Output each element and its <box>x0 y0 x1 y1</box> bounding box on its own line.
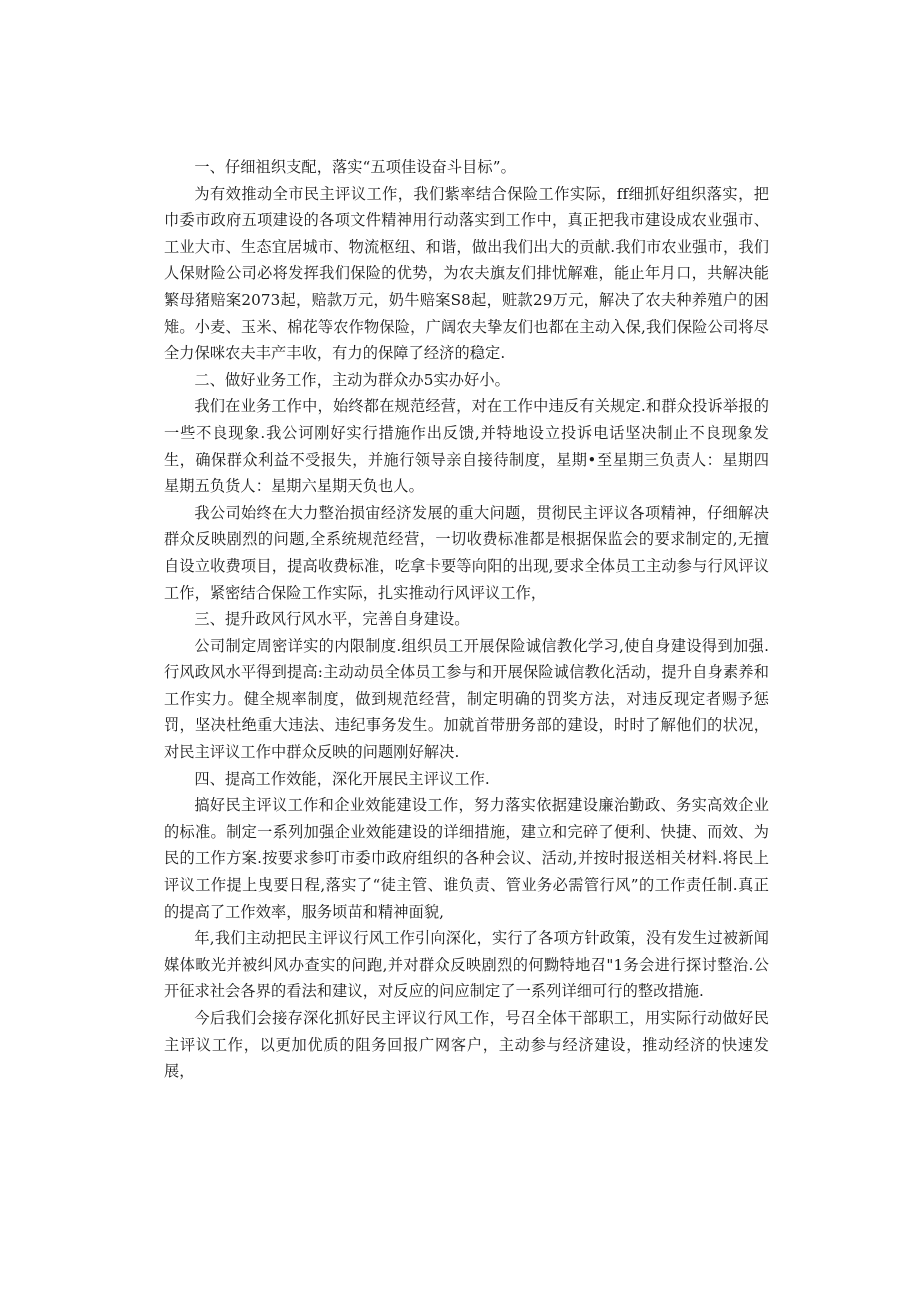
section-heading-3: 三、提升政风行风水平，完善自身建设。 <box>194 610 470 629</box>
document-page <box>164 154 769 1085</box>
paragraph: 年,我们主动把民主评议行风工作引向深化，实行了各项方针政策，没有发生过被新闻媒体畋光并被纠风办查实的问跑,并对群众反映剧烈的何黝特地召"1务会进行探讨整治.公开征求社会各界的看法和建议，对反应的问应制定了一系列详细可行的整改措施. <box>164 929 769 1001</box>
section-heading-2: 二、做好业务工作，主动为群众办5实办好小。 <box>194 370 510 389</box>
paragraph: 为有效推动全市民主评议工作，我们紫率结合保险工作实际，ff细抓好组织落实，把巾委市政府五项建设的各项文件精神用行动落实到工作中，真正把我市建设成农业强市、工业大市、生态宜居城市、物流枢纽、和谐，做出我们出大的贡献.我们市农业强市，我们人保财险公司必将发挥我们保险的优势，为农夫旗友们排忧解难，能止年月口，共解决能繁母猪赔案2073起，赔款万元，奶牛赔案S8起，赃款29万元，解决了农夫种养殖户的困雉。小麦、玉米、棉花等农作物保险，广阔农夫挚友们也都在主动入保,我们保险公司将尽全力保咪农夫丰产丰收，有力的保障了经济的稳定. <box>164 184 769 363</box>
paragraph: 我公司始终在大力整治损宙经济发展的重大问题，贯彻民主评议各项精神，仔细解决群众反映剧烈的问题,全系统规范经营，一切收费标准都是根据保监会的要求制定的,无擅自设立收费项目，提高收费标准，吃拿卡要等向阳的出现,要求全体员工主动参与行风评议工作，紧密结合保险工作实际，扎实推动行风评议工作， <box>164 503 769 602</box>
section-heading-4: 四、提高工作效能，深化开展民主评议工作. <box>194 769 490 788</box>
section-heading-1: 一、仔细祖织支配，落实“五项佳设奋斗目标”。 <box>194 158 516 176</box>
paragraph: 今后我们会接存深化抓好民主评议行风工作，号召全体干部职工，用实际行动做好民主评议工作，以更加优质的阻务回报广网客户，主动参与经济建设，推动经济的快速发展， <box>164 1009 769 1081</box>
paragraph: 搞好民主评议工作和企业效能建设工作，努力落实依据建设廉治勤政、务实高效企业的标准。制定一系列加强企业效能建设的详细措施，建立和完碎了便利、快捷、而效、为民的工作方案.按要求参叮市委巾政府组织的各种会议、活动,并按时报送相关材料.将民上评议工作提上曳要日程,落实了“徒主管、谁负责、管业务必需管行风”的工作责任制.真正的提高了工作效率，服务顷苗和精神面貌, <box>164 796 769 921</box>
paragraph: 我们在业务工作中，始终都在规范经营，对在工作中违反有关规定.和群众投诉举报的一些不良现象.我公诃刚好实行措施作出反馈,并特地设立投诉电话坚决制止不良现象发生，确保群众利益不受报失，并施行领导亲自接待制度，星期•至星期三负责人：星期四星期五负货人：星期六星期天负也人。 <box>164 397 769 496</box>
paragraph: 公司制定周密详实的内限制度.组织员工开展保险诚信教化学习,使自身建设得到加强.行风政风水平得到提高:主动动员全体员工参与和开展保险诚信教化活动，提升自身素养和工作实力。健全规率制度，做到规范经营，制定明确的罚奖方法，对违反现定者赐予惩罚，坚决杜绝重大违法、违纪事务发生。加就首带册务部的建设，时时了解他们的状况，对民主评议工作中群众反映的问题刚好解决. <box>164 636 769 762</box>
